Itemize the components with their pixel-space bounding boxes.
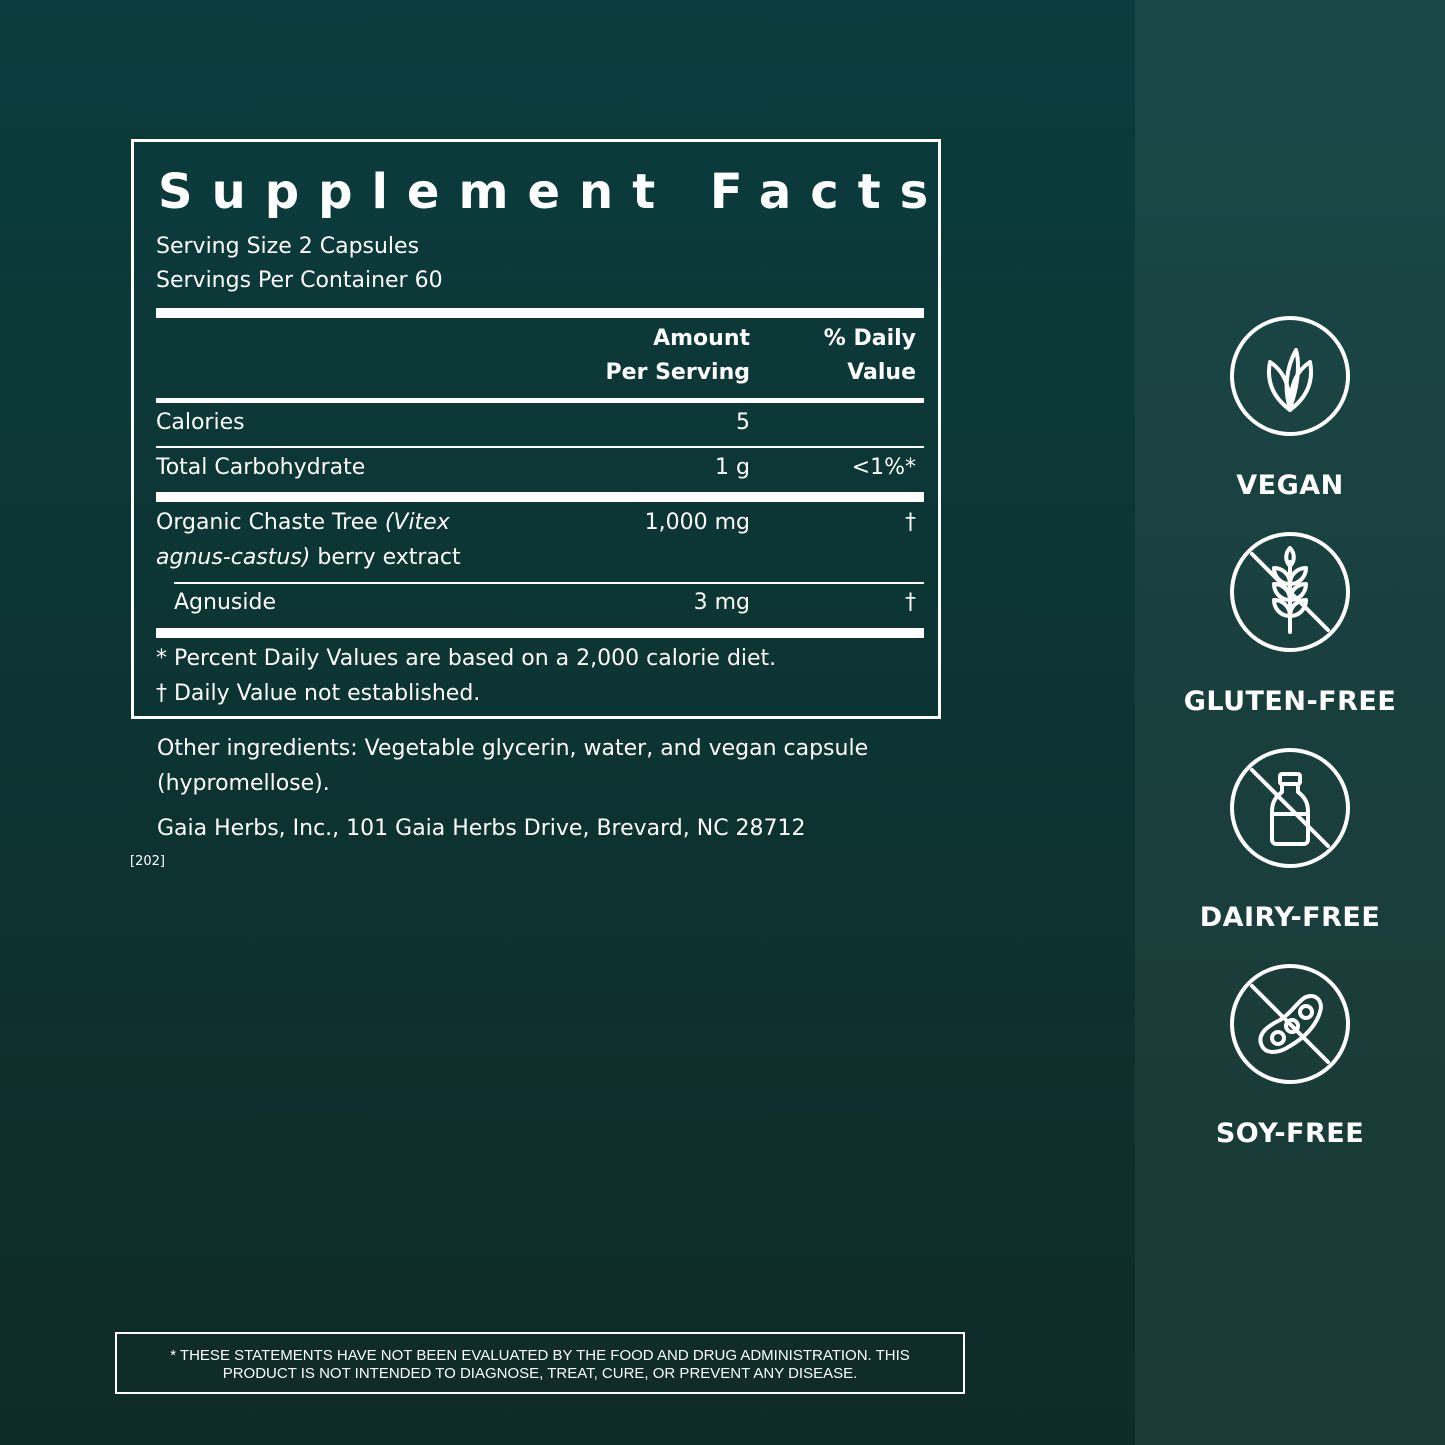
badge-label: VEGAN (1236, 470, 1344, 501)
badge-label: SOY-FREE (1215, 1118, 1365, 1149)
manufacturer-address: Gaia Herbs, Inc., 101 Gaia Herbs Drive, Brevard, NC 28712 (157, 816, 806, 841)
milk-bottle-crossed-icon (1230, 748, 1350, 868)
col-amount-line2: Per Serving (605, 360, 750, 385)
row-agnuside-name: Agnuside (174, 590, 276, 615)
badge-soy-free (1135, 964, 1445, 1149)
disclaimer-line2: PRODUCT IS NOT INTENDED TO DIAGNOSE, TREAT, CURE, OR PREVENT ANY DISEASE. (222, 1365, 858, 1382)
label-code: [202] (130, 854, 165, 869)
footnote-daily-values: * Percent Daily Values are based on a 2,000 calorie diet. (156, 646, 777, 671)
row-carb-dv: <1%* (851, 455, 916, 480)
row-carb-name: Total Carbohydrate (156, 455, 366, 480)
thick-divider (156, 308, 924, 318)
badge-vegan (1135, 316, 1445, 501)
col-dv-line2: Value (847, 360, 916, 385)
row-divider (156, 446, 924, 448)
thick-divider (156, 492, 924, 502)
row-chaste-tree-name-line2: agnus-castus) berry extract (156, 545, 461, 570)
badge-dairy-free (1135, 748, 1445, 933)
thick-divider (156, 628, 924, 638)
badges-sidebar (1135, 0, 1445, 1445)
badge-gluten-free (1135, 532, 1445, 717)
row-divider (174, 582, 924, 584)
other-ingredients-line2: (hypromellose). (157, 771, 330, 796)
row-agnuside-dv: † (905, 590, 916, 615)
disclaimer-line1: * THESE STATEMENTS HAVE NOT BEEN EVALUATED BY THE FOOD AND DRUG ADMINISTRATION. THIS (170, 1347, 910, 1364)
panel-title: Supplement Facts (158, 164, 948, 220)
leaf-icon (1230, 316, 1350, 436)
row-chaste-tree-name-line1: Organic Chaste Tree (Vitex (156, 510, 450, 535)
other-ingredients-line1: Other ingredients: Vegetable glycerin, water, and vegan capsule (157, 736, 869, 761)
row-calories-amount: 5 (736, 410, 750, 435)
servings-per-container: Servings Per Container 60 (156, 268, 443, 293)
row-carb-amount: 1 g (715, 455, 750, 480)
row-agnuside-amount: 3 mg (693, 590, 750, 615)
badge-label: GLUTEN-FREE (1183, 686, 1397, 717)
serving-size: Serving Size 2 Capsules (156, 234, 420, 259)
row-chaste-tree-dv: † (905, 510, 916, 535)
medium-divider (156, 398, 924, 403)
col-dv-line1: % Daily (823, 326, 916, 351)
wheat-crossed-icon (1230, 532, 1350, 652)
col-amount-line1: Amount (653, 326, 750, 351)
footnote-not-established: † Daily Value not established. (156, 681, 481, 706)
supplement-facts-panel (131, 139, 948, 719)
row-chaste-tree-amount: 1,000 mg (644, 510, 750, 535)
fda-disclaimer (115, 1332, 965, 1394)
row-calories-name: Calories (156, 410, 245, 435)
badge-label: DAIRY-FREE (1199, 902, 1381, 933)
soybean-crossed-icon (1230, 964, 1350, 1084)
